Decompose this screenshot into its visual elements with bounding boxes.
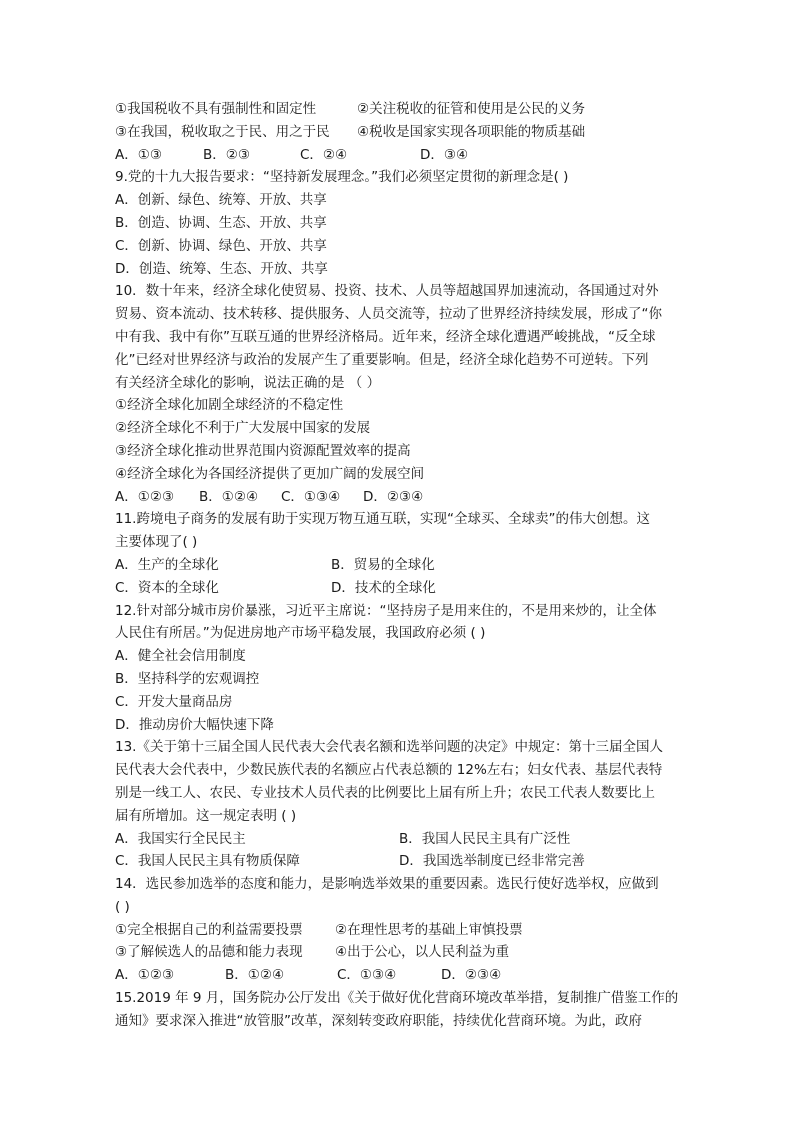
q14-stem-line-2: ( )	[115, 898, 130, 915]
q10-statement-4: ④经济全球化为各国经济提供了更加广阔的发展空间	[115, 465, 425, 482]
q15-stem-line-2: 通知》要求深入推进“放管服”改革，深刻转变政府职能，持续优化营商环境。为此，政府	[115, 1012, 642, 1029]
q9-option-a[interactable]: A．创新、绿色、统筹、开放、共享	[115, 192, 327, 209]
q10-statement-2: ②经济全球化不利于广大发展中国家的发展	[115, 420, 371, 437]
q11-option-a[interactable]: A．生产的全球化	[115, 556, 219, 573]
q13-stem-line-2: 民代表大会代表中，少数民族代表的名额应占代表总额的 12%左右；妇女代表、基层代表特	[115, 762, 663, 779]
q14-stem-line-1: 14．选民参加选举的态度和能力，是影响选举效果的重要因素。选民行使好选举权，应做到	[115, 876, 659, 893]
q10-stem-line-3: 中有我、我中有你”互联互通的世界经济格局。近年来，经济全球化遭遇严峻挑战，“反全球	[115, 328, 656, 345]
q14-options	[115, 964, 687, 987]
q12-stem-line-1: 12.针对部分城市房价暴涨，习近平主席说：“坚持房子是用来住的，不是用来炒的，让全体	[115, 602, 657, 619]
q14-statement-4: ④出于公心，以人民利益为重	[335, 944, 510, 961]
q13-option-a[interactable]: A．我国实行全民民主	[115, 830, 246, 847]
q11-stem-line-1: 11.跨境电子商务的发展有助于实现万物互通互联，实现“全球买、全球卖”的伟大创想。这	[115, 511, 650, 528]
q8-option-a[interactable]: A．①③	[115, 146, 162, 163]
q11-option-b[interactable]: B．贸易的全球化	[331, 556, 435, 573]
q8-option-c[interactable]: C．②④	[300, 146, 348, 163]
q8-statements-row-2	[115, 121, 687, 144]
q14-option-a[interactable]: A．①②③	[115, 967, 175, 984]
q9-option-d[interactable]: D．创造、统筹、生态、开放、共享	[115, 260, 328, 277]
q14-option-d[interactable]: D．②③④	[441, 967, 502, 984]
q13-option-c[interactable]: C．我国人民民主具有物质保障	[115, 853, 300, 870]
q10-statement-3: ③经济全球化推动世界范围内资源配置效率的提高	[115, 442, 411, 459]
question-content	[115, 98, 687, 1033]
q8-option-d[interactable]: D．③④	[420, 146, 469, 163]
q10-stem-line-2: 贸易、资本流动、技术转移、提供服务、人员交流等，拉动了世界经济持续发展，形成了“你	[115, 306, 662, 323]
q10-options	[115, 486, 687, 509]
q9-option-b[interactable]: B．创造、协调、生态、开放、共享	[115, 214, 327, 231]
q10-option-b[interactable]: B．①②④	[199, 488, 259, 505]
q13-stem-line-3: 别是一线工人、农民、专业技术人员代表的比例要比上届有所上升；农民工代表人数要比上	[115, 784, 655, 801]
q12-option-a[interactable]: A．健全社会信用制度	[115, 648, 246, 665]
q13-option-b[interactable]: B．我国人民民主具有广泛性	[399, 830, 571, 847]
q12-stem-line-2: 人民住有所居。”为促进房地产市场平稳发展，我国政府必须 ( )	[115, 625, 486, 642]
q11-options-row-1	[115, 554, 687, 577]
q10-stem-line-1: 10．数十年来，经济全球化使贸易、投资、技术、人员等超越国界加速流动，各国通过对外	[115, 283, 659, 300]
q11-stem-line-2: 主要体现了( )	[115, 534, 198, 551]
q9-option-c[interactable]: C．创新、协调、绿色、开放、共享	[115, 237, 327, 254]
q13-stem-line-4: 届有所增加。这一规定表明 ( )	[115, 807, 297, 824]
q13-stem-line-1: 13.《关于第十三届全国人民代表大会代表名额和选举问题的决定》中规定：第十三届全国人	[115, 739, 663, 756]
q14-statements-row-2	[115, 941, 687, 964]
q13-options-row-2	[115, 850, 687, 873]
q12-option-d[interactable]: D．推动房价大幅快速下降	[115, 716, 274, 733]
q15-stem-line-1: 15.2019 年 9 月，国务院办公厅发出《关于做好优化营商环境改革举措，复制推广借鉴工作的	[115, 990, 679, 1007]
q10-stem-line-5: 有关经济全球化的影响，说法正确的是 （ ）	[115, 374, 381, 391]
q10-stem-line-4: 化”已经对世界经济与政治的发展产生了重要影响。但是，经济全球化趋势不可逆转。下列	[115, 351, 649, 368]
q14-statements-row-1	[115, 919, 687, 942]
q10-option-c[interactable]: C．①③④	[281, 488, 341, 505]
q8-statement-2: ②关注税收的征管和使用是公民的义务	[357, 101, 586, 117]
q11-option-d[interactable]: D．技术的全球化	[331, 579, 436, 596]
q14-statement-3: ③了解候选人的品德和能力表现	[115, 944, 303, 961]
q8-statements-row-1	[115, 98, 687, 121]
q12-option-c[interactable]: C．开发大量商品房	[115, 693, 233, 710]
q10-option-a[interactable]: A．①②③	[115, 488, 175, 505]
q13-option-d[interactable]: D．我国选举制度已经非常完善	[399, 853, 585, 870]
q11-option-c[interactable]: C．资本的全球化	[115, 579, 219, 596]
q14-statement-1: ①完全根据自己的利益需要投票	[115, 921, 303, 938]
q14-option-c[interactable]: C．①③④	[337, 967, 397, 984]
q14-statement-2: ②在理性思考的基础上审慎投票	[335, 921, 523, 938]
q8-statement-3: ③在我国，税收取之于民、用之于民	[115, 123, 330, 140]
q12-option-b[interactable]: B．坚持科学的宏观调控	[115, 670, 260, 687]
q10-option-d[interactable]: D．②③④	[363, 488, 424, 505]
q9-stem: 9.党的十九大报告要求：“坚持新发展理念。”我们必须坚定贯彻的新理念是( )	[115, 169, 569, 186]
q8-options	[115, 144, 687, 167]
q8-option-b[interactable]: B．②③	[203, 146, 250, 163]
q8-statement-1: ①我国税收不具有强制性和固定性	[115, 101, 317, 117]
q11-options-row-2	[115, 577, 687, 600]
q14-option-b[interactable]: B．①②④	[225, 967, 285, 984]
q10-statement-1: ①经济全球化加剧全球经济的不稳定性	[115, 397, 344, 414]
q8-statement-4: ④税收是国家实现各项职能的物质基础	[357, 123, 586, 140]
q13-options-row-1	[115, 828, 687, 851]
